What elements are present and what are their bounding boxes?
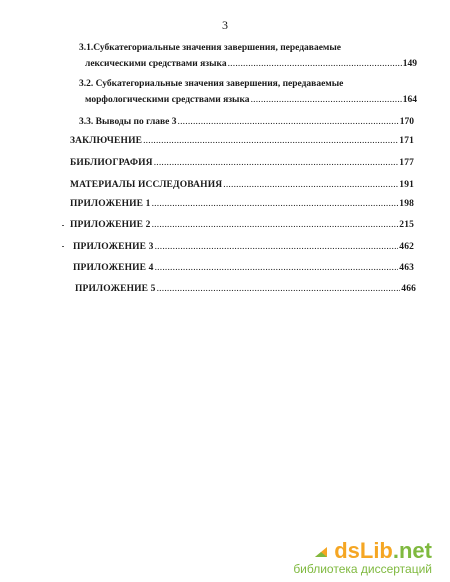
toc-leader [223,180,398,190]
toc-entry-3-1-title: лексическими средствами языка [85,59,227,69]
toc-entry-3-2[interactable] [85,95,417,105]
toc-leader [155,263,399,273]
watermark-brand-net: .net [392,538,432,563]
toc-entry-bibliography[interactable] [70,158,414,168]
toc-entry-3-1-line-1: 3.1.Субкатегориальные значения завершения, передаваемые [79,43,342,53]
toc-entry-conclusion-title: ЗАКЛЮЧЕНИЕ [70,136,143,146]
toc-entry-appendix-4[interactable] [73,263,414,273]
page-number: 3 [222,18,228,32]
toc-entry-bibliography-page: 177 [399,158,414,168]
toc-entry-appendix-3[interactable] [73,242,414,252]
toc-entry-appendix-5-title: ПРИЛОЖЕНИЕ 5 [75,284,156,294]
toc-entry-conclusion[interactable] [70,136,414,146]
toc-entry-3-2-line-1: 3.2. Субкатегориальные значения завершения, передаваемые [79,79,344,89]
toc-leader [157,284,401,294]
toc-entry-3-2-page: 164 [402,95,417,105]
toc-leader [152,220,399,230]
toc-leader [178,117,399,127]
scan-speck [62,225,64,226]
toc-entry-appendix-3-title: ПРИЛОЖЕНИЕ 3 [73,242,154,252]
toc-entry-3-3-page: 170 [399,117,414,127]
toc-entry-appendix-2[interactable] [70,220,414,230]
toc-entry-appendix-4-title: ПРИЛОЖЕНИЕ 4 [73,263,154,273]
toc-entry-3-1[interactable] [85,59,417,69]
toc-entry-appendix-3-page: 462 [399,242,414,252]
watermark [293,540,432,576]
toc-entry-appendix-2-page: 215 [399,220,414,230]
watermark-brand-ds: ds [334,538,360,563]
toc-entry-materials-page: 191 [399,180,414,190]
watermark-brand-lib: Lib [359,538,393,563]
toc-entry-appendix-4-page: 463 [399,263,414,273]
dslib-logo-icon [312,543,330,561]
toc-entry-appendix-1-page: 198 [399,199,414,209]
toc-entry-bibliography-title: БИБЛИОГРАФИЯ [70,158,153,168]
toc-leader [251,95,402,105]
toc-entry-appendix-1-title: ПРИЛОЖЕНИЕ 1 [70,199,151,209]
watermark-subtitle: библиотека диссертаций [293,562,432,576]
toc-entry-3-1-page: 149 [402,59,417,69]
toc-entry-3-3-title: 3.3. Выводы по главе 3 [79,117,177,127]
toc-entry-appendix-5[interactable] [75,284,416,294]
toc-leader [152,199,399,209]
toc-entry-materials-title: МАТЕРИАЛЫ ИССЛЕДОВАНИЯ [70,180,223,190]
toc-entry-materials[interactable] [70,180,414,190]
toc-leader [155,242,399,252]
toc-entry-conclusion-page: 171 [399,136,414,146]
watermark-brand [293,540,432,562]
toc-leader [143,136,398,146]
toc-entry-3-3[interactable] [79,117,414,127]
toc-leader [154,158,399,168]
toc-entry-appendix-2-title: ПРИЛОЖЕНИЕ 2 [70,220,151,230]
toc-leader [228,59,402,69]
toc-entry-appendix-5-page: 466 [401,284,416,294]
scan-speck [62,246,64,247]
toc-entry-appendix-1[interactable] [70,199,414,209]
toc-entry-3-2-title: морфологическими средствами языка [85,95,250,105]
